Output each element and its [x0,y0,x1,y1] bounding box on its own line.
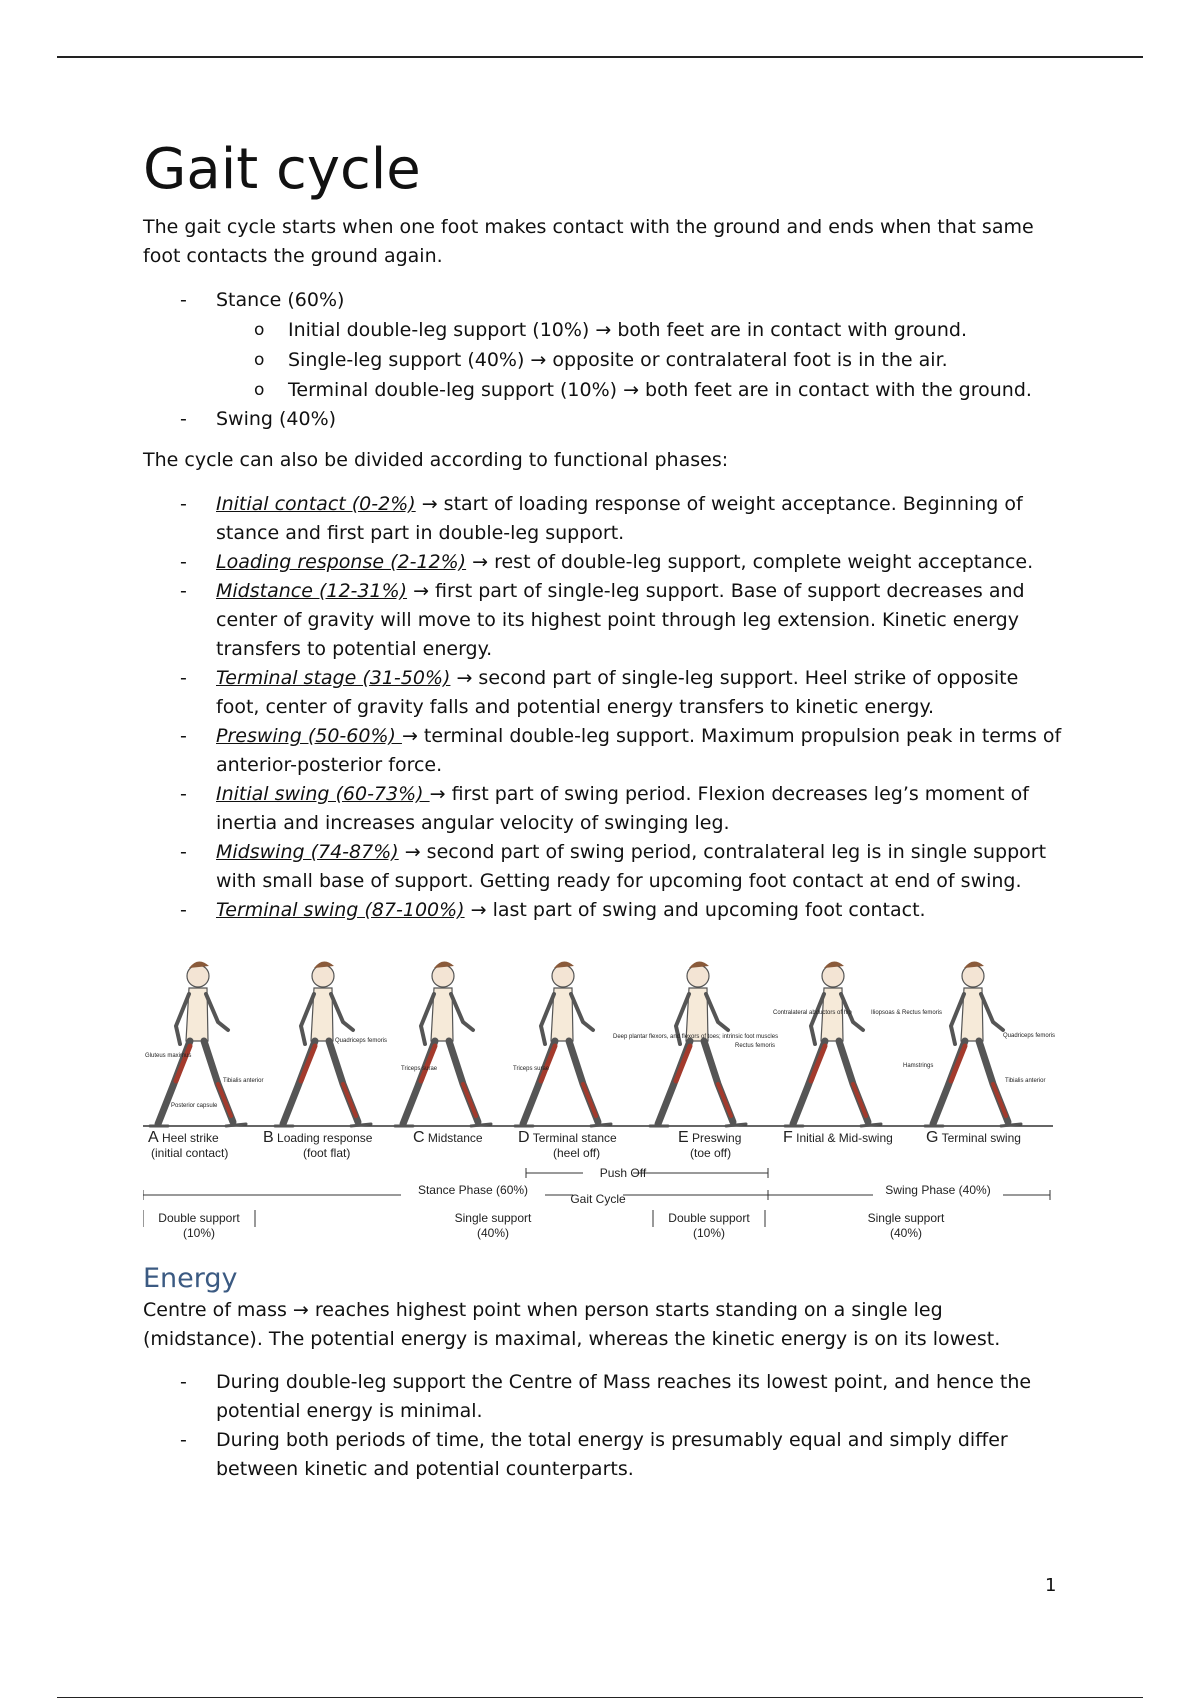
stage-name: Midstance [427,1131,483,1145]
list-item [143,490,1063,548]
functional-intro: The cycle can also be divided according to functional phases: [143,449,729,471]
muscle-label: Quadriceps femoris [1003,1033,1056,1039]
term-description: → start of loading response of weight acceptance. Beginning of stance and first part in double-leg support. [216,493,1023,544]
term: Terminal swing (87-100%) [216,899,465,921]
muscle-label: Gluteus maximus [145,1053,192,1059]
stage-sub: (toe off) [690,1146,732,1160]
stage-sub: (heel off) [553,1146,601,1160]
stage-name: Loading response [277,1131,373,1145]
stage-letter: D [518,1129,530,1146]
page-number: 1 [1045,1575,1057,1596]
muscle-label: Posterior capsule [171,1103,218,1109]
term-description: → second part of single-leg support. Heel strike of opposite foot, center of gravity falls and potential energy transfers to kinetic energy. [216,667,1019,718]
term-description: → first part of single-leg support. Base of support decreases and center of gravity will move to its highest point through leg extension. Kinetic energy transfers to potential energy. [216,580,1025,660]
page-title: Gait cycle [143,137,421,202]
support-pct: (40%) [889,1226,923,1240]
term-description: → terminal double-leg support. Maximum propulsion peak in terms of anterior-posterior force. [216,725,1062,776]
energy-heading: Energy [143,1263,238,1294]
gait-cycle-figure [143,942,1058,1247]
muscle-label: Contralateral abductors of hip [773,1010,852,1016]
muscle-label: Hamstrings [903,1063,934,1069]
stance-phase-label: Stance Phase (60%) [417,1183,529,1197]
footer-rule [57,1697,1143,1698]
stage-label [926,1129,1021,1146]
list-item: - During both periods of time, the total energy is presumably equal and simply differ between kinetic and potential counterparts. [143,1426,1063,1484]
header-rule [57,56,1143,58]
energy-section [143,1262,1063,1484]
stage-letter: F [783,1129,793,1146]
stage-label [263,1129,373,1146]
muscle-label: Triceps surae [513,1066,550,1072]
stage-name: Terminal swing [941,1131,1021,1145]
support-pct: (10%) [182,1226,216,1240]
support-pct: (10%) [692,1226,726,1240]
stance-sublist [143,315,1063,405]
list-item [143,405,1063,434]
stage-name: Preswing [692,1131,742,1145]
muscle-label: Tibialis anterior [1005,1078,1046,1084]
stage-letter: C [413,1129,425,1146]
list-item [143,838,1063,896]
support-name: Double support [158,1211,240,1225]
support-pct: (40%) [476,1226,510,1240]
stage-label [783,1129,893,1146]
list-item [143,780,1063,838]
muscle-label: Rectus femoris [735,1043,776,1049]
term: Loading response (2-12%) [216,551,467,573]
term: Preswing (50-60%) [216,725,402,747]
list-item: o Initial double-leg support (10%) → both feet are in contact with ground. [143,315,1063,345]
support-name: Single support [454,1211,532,1225]
swing-phase-label: Swing Phase (40%) [885,1183,991,1197]
list-item: o Single-leg support (40%) → opposite or contralateral foot is in the air. [143,345,1063,375]
phase-swing: Swing (40%) [216,408,337,430]
muscle-label: Iliopsoas & Rectus femoris [871,1010,943,1016]
term: Terminal stage (31-50%) [216,667,451,689]
term: Midstance (12-31%) [216,580,408,602]
muscle-label: Triceps surae [401,1066,438,1072]
stage-letter: A [148,1129,159,1146]
stage-label [678,1129,741,1146]
intro-paragraph: The gait cycle starts when one foot makes contact with the ground and ends when that same foot contacts the ground again. [143,216,1034,267]
energy-list [143,1368,1063,1484]
list-item: - During double-leg support the Centre of Mass reaches its lowest point, and hence the potential energy is minimal. [143,1368,1063,1426]
phase-list [143,286,1063,434]
support-name: Single support [867,1211,945,1225]
stage-letter: G [926,1129,939,1146]
muscle-label: Quadriceps femoris [335,1038,388,1044]
list-item [143,286,1063,405]
term-description: → second part of swing period, contralateral leg is in single support with small base of support. Getting ready for upcoming foot contact at end of swing. [216,841,1047,892]
muscle-label: Tibialis anterior [223,1078,264,1084]
term-description: → rest of double-leg support, complete weight acceptance. [466,551,1034,573]
stage-name: Heel strike [162,1131,219,1145]
stage-label [413,1129,483,1146]
stage-letter: E [678,1129,689,1146]
list-item [143,664,1063,722]
term-description: → last part of swing and upcoming foot contact. [464,899,926,921]
stage-label [148,1129,219,1146]
functional-list [143,490,1063,925]
energy-paragraph: Centre of mass → reaches highest point when person starts standing on a single leg (midstance). The potential energy is maximal, whereas the kinetic energy is on its lowest. [143,1299,1001,1350]
term: Midswing (74-87%) [216,841,399,863]
term: Initial contact (0-2%) [216,493,416,515]
stage-sub: (foot flat) [303,1146,351,1160]
push-off-label: Push Off [599,1166,647,1180]
stage-name: Terminal stance [532,1131,617,1145]
stage-label [518,1129,617,1146]
page-content [143,135,1063,925]
list-item [143,548,1063,577]
list-item [143,577,1063,664]
stage-letter: B [263,1129,274,1146]
term-description: → first part of swing period. Flexion decreases leg’s moment of inertia and increases angular velocity of swinging leg. [216,783,1029,834]
list-item [143,896,1063,925]
stage-name: Initial & Mid-swing [796,1131,893,1145]
term: Initial swing (60-73%) [216,783,430,805]
gait-cycle-label: Gait Cycle [570,1192,626,1206]
list-item [143,722,1063,780]
support-name: Double support [668,1211,750,1225]
phase-stance: Stance (60%) [216,289,345,311]
stage-sub: (initial contact) [151,1146,229,1160]
list-item: o Terminal double-leg support (10%) → both feet are in contact with the ground. [143,375,1063,405]
muscle-label: Deep plantar flexors, and flexors of toes; intrinsic foot muscles [613,1034,779,1040]
